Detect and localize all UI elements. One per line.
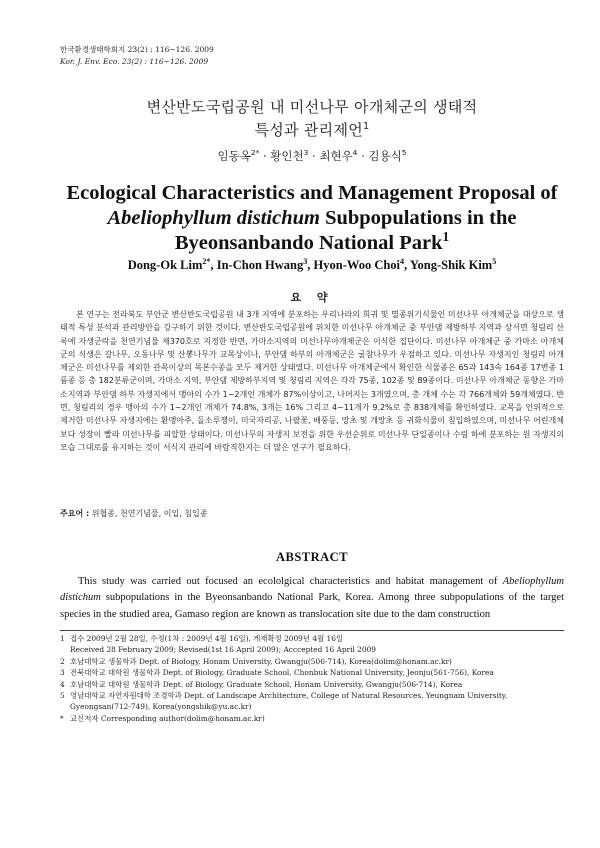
title-korean-line2-text: 특성과 관리제언 <box>254 121 364 139</box>
author-ko-name: 김용식 <box>368 149 402 163</box>
summary-korean: 본 연구는 전라북도 부안군 변산반도국립공원 내 3개 지역에 분포하는 우리나라의 희귀 및 멸종위기식물인 미선나무 아개체군을 대상으로 생태적 특성 분석과 관리방안을 강구하기 위한 것이다. 변산반도국립공원에 위치한 미선나무 아개체군 중 부안댐 제방하부 지역과 상서면 청림리 산록에 자생군락을 천연기념물 제370호로 지정한 반면, 가마소지역의 미선나무아개체군은 이식한 집단이다. 미선나무 아개체군 중 가마소 아개체군의 식생은 갈나무, 오동나무 및 산뽕나무가 교목상이나, 부안댐 하부의 아개체군은 굴참나무가 우점하고 있다. 미선나무 자생지인 청림리 아개체군은 미선나무를 제외한 관목이상의 목본수종을 모두 제거한 상태였다. 미선나무 아개체군에서 확인한 식물종은 65과 143속 164종 17변종 1품종 등 총 182분류군이며, 가마소 지역, 부안댐 제방하부지역 및 청림리 지역은 각각 75종, 102종 및 89종이다. 미선나무 아개체군 동향은 가마소지역과 부안댐 하부 자생지에서 맹아의 수가 1~2개인 개체가 87%이상이고, 나머지는 3개였으며, 총 개체 수는 각 766개체와 59개체였다. 반면, 청림리의 경우 맹아의 수가 1~2개인 개체가 74.8%, 3개는 16% 그리고 4~11개가 9.2%로 총 838개체를 확인하였다. 교목을 인위적으로 제거한 미선나무 자생지에는 환맹아주, 돌소루쟁이, 미국자리공, 나팔꽃, 배풍등, 망초 및 개망초 등 귀화식물이 침입하였으며, 미선나무 어린개체보다 성장이 빨라 미선나무를 피압한 상태이다. 미선나무의 자생지 보전을 위한 우선순위로 미선나무 단일종이나 수림 하에 분포하는 원 자생지의 모습 그대로를 유지하는 것이 서식지 관리에 바람직한지는 더 많은 연구가 필요하다. <box>60 310 564 452</box>
title-english-footnote-mark: 1 <box>442 229 450 245</box>
title-english-line2-rest: Subpopulations in the <box>319 207 517 229</box>
author-en-name: Yong-Shik Kim <box>409 258 493 272</box>
author-ko-separator: · <box>357 149 369 163</box>
title-english-line1: Ecological Characteristics and Management Proposal of <box>66 182 558 204</box>
title-korean-line1: 변산반도국립공원 내 미선나무 아개체군의 생태적 <box>146 98 478 116</box>
keywords-label: 주요어 : <box>60 509 90 518</box>
abstract-part2: subpopulations in the Byeonsanbando National Park, Korea. Among three subpopulations of the target species in the studied area, Gamaso region are known as translocation site due to the dam construction <box>60 592 564 620</box>
footnote-line <box>60 690 564 701</box>
author-ko-name: 황인천 <box>270 149 304 163</box>
author-ko-name: 임동옥 <box>217 149 251 163</box>
footnote-divider <box>60 630 564 631</box>
author-ko-affiliation-mark: 5 <box>401 148 407 158</box>
journal-citation-en: Kor. J. Env. Eco. 23(2) : 116~126. 2009 <box>60 57 209 66</box>
footnote-mark: 3 <box>60 668 65 678</box>
author-en-name: In-Chon Hwang <box>216 258 304 272</box>
footnote-text: Gyeongsan(712-749), Korea(yongshik@yu.ac.kr) <box>70 702 252 712</box>
author-en-affiliation-mark: 4 <box>400 256 405 266</box>
title-english <box>60 181 564 256</box>
footnote-line <box>60 713 564 724</box>
summary-heading: 요 약 <box>290 291 334 304</box>
footnote-mark: 2 <box>60 656 65 666</box>
footnote-line <box>60 633 564 644</box>
author-en-affiliation-mark: 2* <box>202 256 211 266</box>
author-ko-separator: · <box>259 149 271 163</box>
author-en-separator: , <box>307 258 314 272</box>
title-korean-footnote-mark: 1 <box>363 121 370 132</box>
abstract-heading: ABSTRACT <box>275 550 349 564</box>
title-english-line3-text: Byeonsanbando National Park <box>174 232 443 254</box>
author-ko-separator: · <box>308 149 320 163</box>
footnote-line <box>60 679 564 690</box>
footnotes <box>60 633 564 724</box>
abstract-part1: This study was carried out focused an ecololgical characteristics and habitat management of <box>78 576 503 587</box>
author-en-name: Dong-Ok Lim <box>127 258 203 272</box>
author-en-name: Hyon-Woo Choi <box>313 258 401 272</box>
author-ko-affiliation-mark: 2* <box>250 148 260 158</box>
footnote-text: Received 28 February 2009; Revised(1st 16 April 2009); Acccepted 16 April 2009 <box>70 645 376 655</box>
title-korean-line2 <box>60 119 564 142</box>
journal-header <box>60 44 214 68</box>
species-name-italic: Abeliophyllum distichum <box>107 207 320 229</box>
footnote-text: 전북대학교 대학원 생물학과 Dept. of Biology, Graduate School, Chonbuk National University, Jeonju(561-756), Korea <box>70 668 494 678</box>
abstract-species-italic: Abeliophyllum distichum <box>60 576 564 604</box>
title-english-line3 <box>60 231 564 256</box>
footnote-mark: 1 <box>60 634 65 643</box>
footnote-mark: * <box>60 713 64 723</box>
footnote-line <box>60 667 564 678</box>
author-ko-affiliation-mark: 3 <box>303 148 309 158</box>
keywords <box>60 508 564 519</box>
footnote-mark: 4 <box>60 679 65 689</box>
title-korean <box>60 96 564 142</box>
author-ko-name: 최현우 <box>319 149 353 163</box>
author-en-separator: , <box>404 258 410 272</box>
author-en-affiliation-mark: 5 <box>492 256 497 266</box>
footnote-line <box>60 644 564 655</box>
footnote-text: 호남대학교 생물학과 Dept. of Biology, Honam University, Gwangju(506-714), Korea(dolim@honam.ac.kr) <box>70 656 452 666</box>
footnote-text: 접수 2009년 2월 28일, 수정(1차 : 2009년 4월 16일), 게재확정 2009년 4월 16일 <box>70 634 344 643</box>
keywords-text: 위협종, 천연기념물, 이입, 침입종 <box>89 509 208 518</box>
authors-english <box>60 258 564 273</box>
footnote-text: 영남대학교 자연자원대학 조경학과 Dept. of Landscape Architecture, College of Natural Resources, Yeungnam University, <box>70 691 508 701</box>
author-ko-affiliation-mark: 4 <box>352 148 358 158</box>
footnote-mark: 5 <box>60 691 65 701</box>
authors-korean <box>60 148 564 164</box>
author-en-affiliation-mark: 3 <box>303 256 308 266</box>
footnote-text: 교신저자 Corresponding author(dolim@honam.ac.kr) <box>70 713 265 723</box>
author-en-separator: , <box>210 258 217 272</box>
journal-citation-ko: 한국환경생태학회지 23(2) : 116~126. 2009 <box>60 45 214 54</box>
abstract-english <box>60 574 564 623</box>
footnote-text: 호남대학교 대학원 생물학과 Dept. of Biology, Graduate School, Honam University, Gwangju(506-714), Korea <box>70 679 463 689</box>
footnote-line <box>60 656 564 667</box>
title-english-line2 <box>60 206 564 231</box>
footnote-line <box>60 701 564 712</box>
